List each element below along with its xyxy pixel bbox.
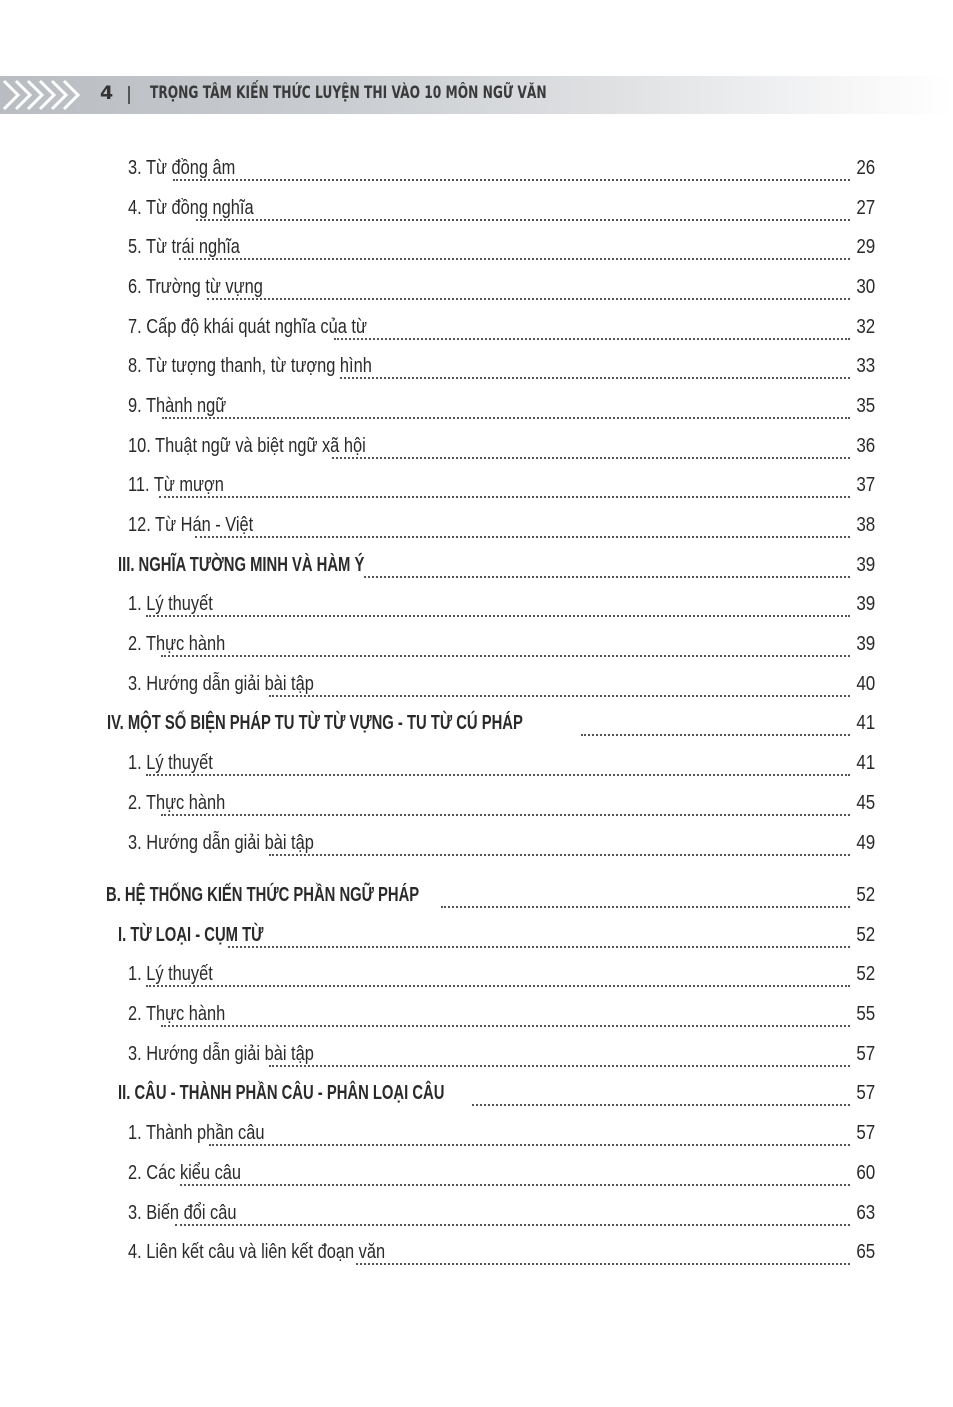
dot-leader [269,853,850,856]
dot-leader [207,297,850,300]
toc-entry[interactable] [128,633,875,663]
dot-leader [179,257,850,260]
toc-entry[interactable] [128,157,875,187]
toc-entry-title: 5. Từ trái nghĩa [128,236,240,258]
toc-part-entry[interactable] [106,884,875,914]
toc-entry[interactable] [128,1122,875,1152]
toc-entry[interactable] [128,792,875,822]
toc-entry-title: 1. Lý thuyết [128,963,213,985]
toc-entry-page: 30 [856,276,875,298]
toc-entry-title: 1. Lý thuyết [128,593,213,615]
toc-entry-page: 37 [856,474,875,496]
book-title: TRỌNG TÂM KIẾN THỨC LUYỆN THI VÀO 10 MÔN NGỮ VĂN [150,83,547,103]
toc-entry-page: 49 [856,832,875,854]
dot-leader [332,456,849,459]
dot-leader [146,773,850,776]
toc-entry-title: 1. Thành phần câu [128,1122,265,1144]
toc-entry-title: 10. Thuật ngữ và biệt ngữ xã hội [128,435,366,457]
dot-leader [195,535,850,538]
toc-entry[interactable] [128,316,875,346]
dot-leader [356,1262,850,1265]
toc-entry-page: 52 [856,924,875,946]
toc-entry-title: 3. Hướng dẫn giải bài tập [128,1043,314,1065]
toc-entry-page: 26 [856,157,875,179]
dot-leader [161,813,850,816]
toc-entry[interactable] [128,395,875,425]
toc-entry[interactable] [128,1043,875,1073]
dot-leader [334,337,850,340]
toc-entry[interactable] [128,276,875,306]
toc-entry-page: 35 [856,395,875,417]
toc-section-title: III. NGHĨA TƯỜNG MINH VÀ HÀM Ý [118,554,365,576]
dot-leader [159,495,849,498]
toc-part-title: B. HỆ THỐNG KIẾN THỨC PHẦN NGỮ PHÁP [106,884,420,906]
dot-leader [209,1143,850,1146]
dot-leader [162,416,850,419]
toc-entry-page: 38 [856,514,875,536]
toc-entry[interactable] [128,752,875,782]
dot-leader [161,654,850,657]
toc-entry-page: 63 [856,1202,875,1224]
toc-entry-title: 9. Thành ngữ [128,395,227,417]
dot-leader [269,1064,850,1067]
toc-entry-title: 3. Hướng dẫn giải bài tập [128,832,314,854]
dot-leader [269,694,850,697]
dot-leader [180,1183,850,1186]
toc-entry-title: 3. Biến đổi câu [128,1202,237,1224]
dot-leader [472,1103,849,1106]
toc-entry-title: 4. Từ đồng nghĩa [128,197,254,219]
toc-entry-title: 1. Lý thuyết [128,752,213,774]
toc-section-title: II. CÂU - THÀNH PHẦN CÂU - PHÂN LOẠI CÂU [118,1082,445,1104]
toc-entry-page: 36 [856,435,875,457]
toc-entry-page: 45 [856,792,875,814]
toc-entry-title: 8. Từ tượng thanh, từ tượng hình [128,355,372,377]
dot-leader [173,178,850,181]
toc-entry-title: 4. Liên kết câu và liên kết đoạn văn [128,1241,386,1263]
toc-entry-title: 12. Từ Hán - Việt [128,514,254,536]
dot-leader [146,984,850,987]
toc-entry-title: 2. Thực hành [128,792,226,814]
toc-entry-title: 6. Trường từ vựng [128,276,263,298]
toc-section-title: I. TỪ LOẠI - CỤM TỪ [118,924,264,946]
page-number: 4 [100,82,114,104]
toc-entry-page: 65 [856,1241,875,1263]
dot-leader [146,614,850,617]
dot-leader [175,1223,850,1226]
toc-section-title: IV. MỘT SỐ BIỆN PHÁP TU TỪ TỪ VỰNG - TU TỪ CÚ PHÁP [107,712,523,734]
toc-entry[interactable] [128,1162,875,1192]
toc-section-entry[interactable] [118,1082,875,1112]
toc-entry-title: 3. Hướng dẫn giải bài tập [128,673,314,695]
toc-entry-page: 57 [856,1043,875,1065]
toc-section-entry[interactable] [118,924,875,954]
toc-section-entry[interactable] [118,554,875,584]
toc-entry[interactable] [128,832,875,862]
toc-entry-page: 39 [856,593,875,615]
dot-leader [161,1024,850,1027]
dot-leader [340,376,850,379]
toc-entry[interactable] [128,236,875,266]
toc-entry-page: 57 [856,1122,875,1144]
toc-entry[interactable] [128,963,875,993]
toc-entry[interactable] [128,593,875,623]
toc-entry[interactable] [128,1003,875,1033]
toc-entry-page: 39 [856,633,875,655]
toc-entry-page: 41 [856,752,875,774]
dot-leader [581,733,850,736]
toc-entry-page: 33 [856,355,875,377]
toc-entry[interactable] [128,435,875,465]
toc-entry[interactable] [128,197,875,227]
toc-entry-title: 2. Thực hành [128,1003,226,1025]
toc-entry-page: 40 [856,673,875,695]
toc-entry[interactable] [128,1241,875,1271]
toc-entry-page: 41 [856,712,875,734]
toc-entry-title: 2. Các kiểu câu [128,1162,242,1184]
toc-entry-page: 32 [856,316,875,338]
toc-section-entry[interactable] [107,712,875,742]
toc-entry-title: 11. Từ mượn [128,474,224,496]
toc-entry-page: 39 [856,554,875,576]
dot-leader [228,945,850,948]
toc-entry-page: 60 [856,1162,875,1184]
toc-entry[interactable] [128,355,875,385]
toc-entry[interactable] [128,474,875,504]
toc-entry-page: 55 [856,1003,875,1025]
dot-leader [196,218,850,221]
toc-entry-title: 7. Cấp độ khái quát nghĩa của từ [128,316,367,338]
toc-entry-page: 52 [856,884,875,906]
toc-entry[interactable] [128,1202,875,1232]
toc-entry-page: 57 [856,1082,875,1104]
toc-entry-page: 27 [856,197,875,219]
toc-entry[interactable] [128,673,875,703]
dot-leader [441,905,850,908]
toc-entry-title: 3. Từ đồng âm [128,157,236,179]
toc-entry-page: 52 [856,963,875,985]
toc-entry[interactable] [128,514,875,544]
dot-leader [364,575,850,578]
toc-entry-title: 2. Thực hành [128,633,226,655]
toc-entry-page: 29 [856,236,875,258]
